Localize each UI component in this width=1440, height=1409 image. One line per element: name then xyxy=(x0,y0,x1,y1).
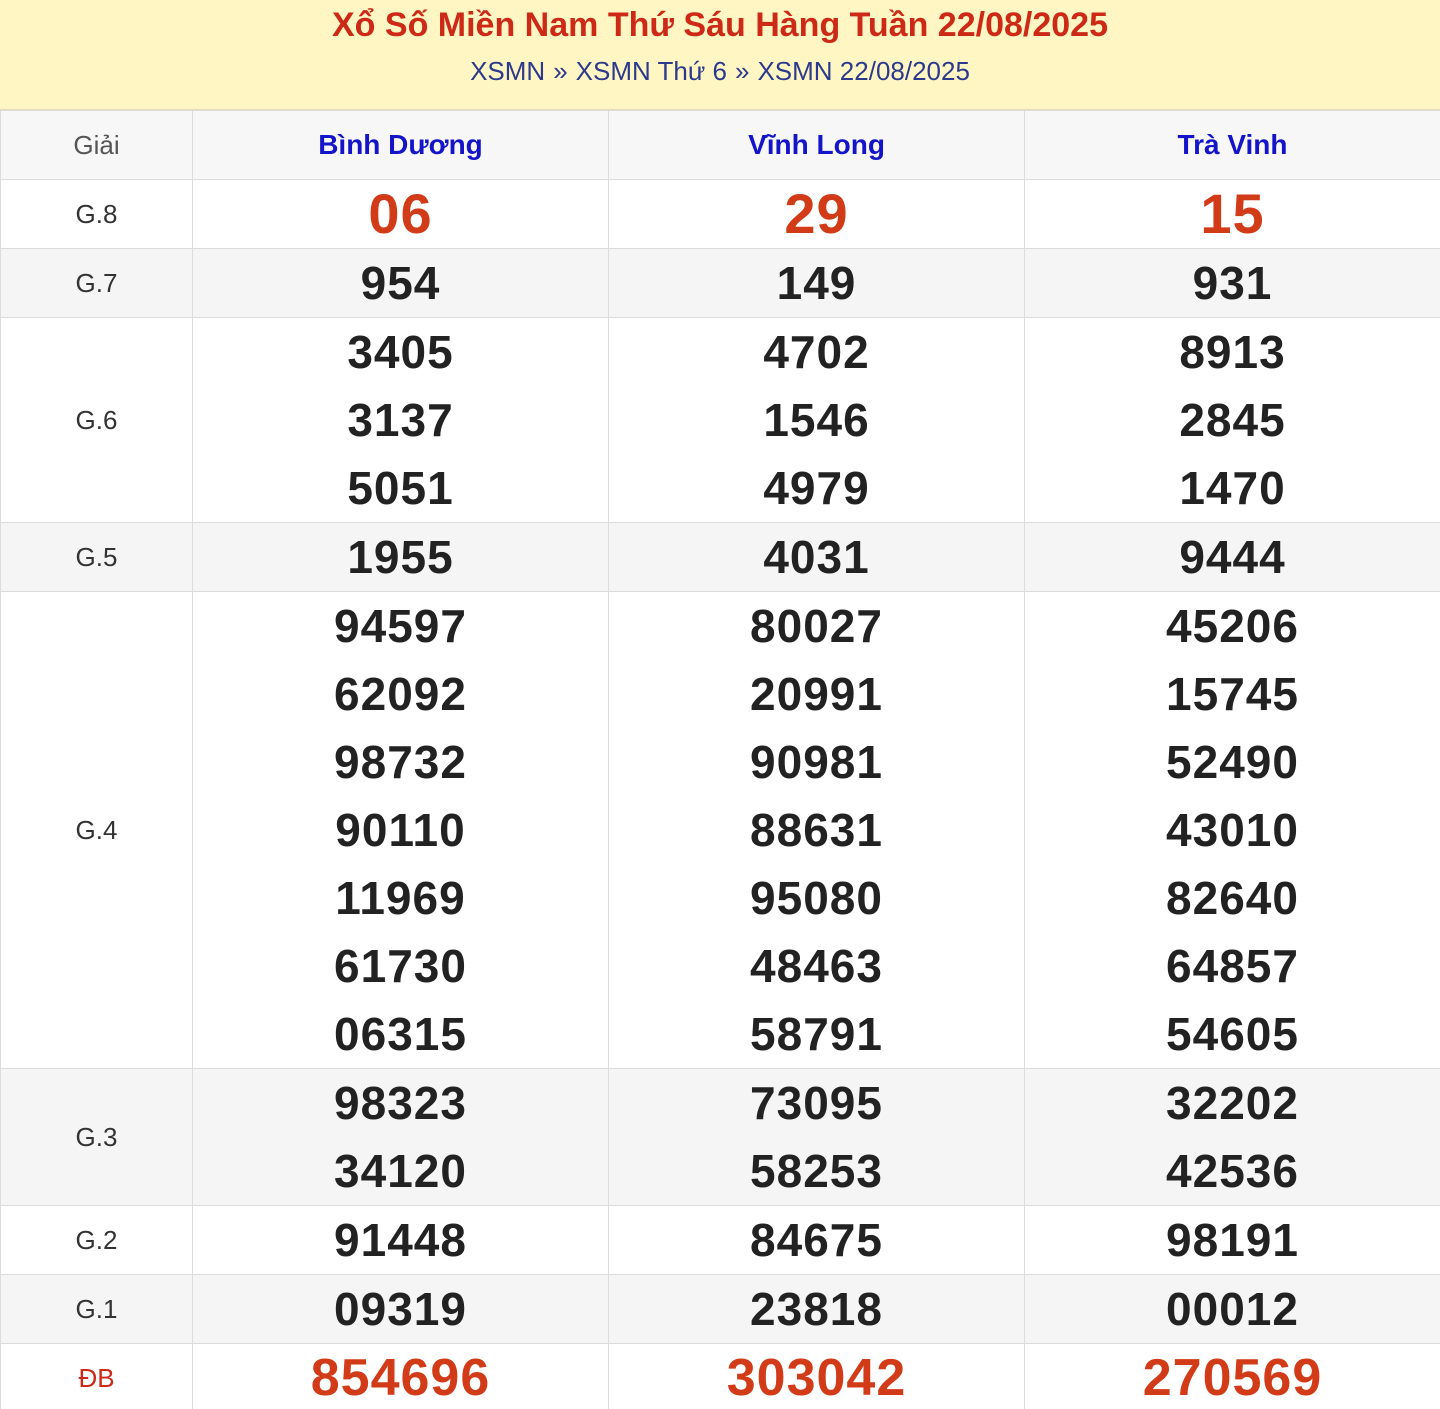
result-number: 98323 xyxy=(334,1077,467,1129)
result-number: 34120 xyxy=(334,1145,467,1197)
results-body xyxy=(1,180,1440,1409)
table-row xyxy=(1,1206,1440,1275)
table-row xyxy=(1,592,1440,1069)
result-number: 90981 xyxy=(750,736,883,788)
breadcrumb-link-xsmn-thu-6[interactable]: XSMN Thứ 6 xyxy=(575,56,727,86)
result-number: 954 xyxy=(360,257,441,309)
table-row xyxy=(1,523,1440,592)
table-header-row xyxy=(1,111,1440,180)
result-cell-vinh-long xyxy=(609,249,1025,318)
result-number: 303042 xyxy=(726,1349,907,1407)
result-number: 1955 xyxy=(347,531,454,583)
result-number: 20991 xyxy=(750,668,883,720)
result-number: 58791 xyxy=(750,1008,883,1060)
breadcrumb-separator: » xyxy=(734,56,750,86)
prize-label: G.7 xyxy=(1,249,193,318)
result-number: 98191 xyxy=(1166,1214,1299,1266)
result-cell-tra-vinh xyxy=(1025,1344,1440,1409)
result-number: 06315 xyxy=(334,1008,467,1060)
result-number: 23818 xyxy=(750,1283,883,1335)
result-cell-tra-vinh xyxy=(1025,592,1440,1069)
result-number: 73095 xyxy=(750,1077,883,1129)
result-cell-vinh-long xyxy=(609,1069,1025,1206)
result-number: 48463 xyxy=(750,940,883,992)
result-cell-tra-vinh xyxy=(1025,1206,1440,1275)
prize-label: G.6 xyxy=(1,318,193,523)
result-cell-tra-vinh xyxy=(1025,180,1440,249)
prize-label: ĐB xyxy=(1,1344,193,1409)
breadcrumb xyxy=(0,56,1440,86)
result-number: 90110 xyxy=(335,804,466,856)
result-number: 4031 xyxy=(763,531,870,583)
result-number: 270569 xyxy=(1142,1349,1323,1407)
result-number: 8913 xyxy=(1179,326,1286,378)
result-number: 4979 xyxy=(763,462,870,514)
result-cell-tra-vinh xyxy=(1025,249,1440,318)
prize-column-header: Giải xyxy=(1,111,193,180)
result-number: 98732 xyxy=(334,736,467,788)
result-number: 09319 xyxy=(334,1283,467,1335)
result-number: 00012 xyxy=(1166,1283,1299,1335)
result-cell-vinh-long xyxy=(609,180,1025,249)
result-cell-binh-duong xyxy=(193,592,609,1069)
result-number: 931 xyxy=(1192,257,1273,309)
results-table xyxy=(0,110,1440,1409)
result-cell-vinh-long xyxy=(609,1206,1025,1275)
result-cell-binh-duong xyxy=(193,523,609,592)
result-cell-vinh-long xyxy=(609,1344,1025,1409)
page-header xyxy=(0,0,1440,110)
result-number: 54605 xyxy=(1166,1008,1299,1060)
result-number: 91448 xyxy=(334,1214,467,1266)
result-number: 80027 xyxy=(750,600,883,652)
result-number: 5051 xyxy=(347,462,454,514)
breadcrumb-link-xsmn-date[interactable]: XSMN 22/08/2025 xyxy=(757,56,970,86)
prize-label: G.4 xyxy=(1,592,193,1069)
result-number: 45206 xyxy=(1166,600,1299,652)
result-number: 4702 xyxy=(763,326,870,378)
result-number: 149 xyxy=(776,257,857,309)
result-number: 06 xyxy=(368,182,433,245)
province-header-vinh-long[interactable]: Vĩnh Long xyxy=(609,111,1025,180)
result-number: 43010 xyxy=(1166,804,1299,856)
province-header-tra-vinh[interactable]: Trà Vinh xyxy=(1025,111,1440,180)
result-cell-tra-vinh xyxy=(1025,318,1440,523)
result-number: 95080 xyxy=(750,872,883,924)
result-number: 42536 xyxy=(1166,1145,1299,1197)
result-number: 3137 xyxy=(347,394,454,446)
breadcrumb-link-xsmn[interactable]: XSMN xyxy=(470,56,546,86)
result-cell-binh-duong xyxy=(193,1275,609,1344)
result-cell-binh-duong xyxy=(193,1069,609,1206)
result-cell-binh-duong xyxy=(193,180,609,249)
prize-label: G.3 xyxy=(1,1069,193,1206)
result-number: 88631 xyxy=(750,804,883,856)
result-number: 62092 xyxy=(334,668,467,720)
result-number: 29 xyxy=(784,182,849,245)
prize-label: G.8 xyxy=(1,180,193,249)
result-cell-tra-vinh xyxy=(1025,1275,1440,1344)
result-number: 32202 xyxy=(1166,1077,1299,1129)
result-number: 52490 xyxy=(1166,736,1299,788)
result-number: 82640 xyxy=(1166,872,1299,924)
result-number: 11969 xyxy=(335,872,466,924)
result-cell-vinh-long xyxy=(609,592,1025,1069)
table-row xyxy=(1,1275,1440,1344)
result-cell-binh-duong xyxy=(193,249,609,318)
result-number: 1546 xyxy=(763,394,870,446)
result-cell-vinh-long xyxy=(609,318,1025,523)
table-row xyxy=(1,318,1440,523)
result-number: 15745 xyxy=(1166,668,1299,720)
result-number: 15 xyxy=(1200,182,1265,245)
result-number: 58253 xyxy=(750,1145,883,1197)
prize-label: G.5 xyxy=(1,523,193,592)
result-number: 854696 xyxy=(310,1349,491,1407)
result-cell-tra-vinh xyxy=(1025,523,1440,592)
result-number: 1470 xyxy=(1179,462,1286,514)
result-cell-binh-duong xyxy=(193,318,609,523)
result-number: 3405 xyxy=(347,326,454,378)
table-row xyxy=(1,249,1440,318)
result-number: 2845 xyxy=(1179,394,1286,446)
result-cell-tra-vinh xyxy=(1025,1069,1440,1206)
table-row xyxy=(1,1069,1440,1206)
prize-label: G.1 xyxy=(1,1275,193,1344)
result-number: 84675 xyxy=(750,1214,883,1266)
result-cell-binh-duong xyxy=(193,1206,609,1275)
breadcrumb-separator: » xyxy=(553,56,568,86)
result-number: 94597 xyxy=(334,600,467,652)
province-header-binh-duong[interactable]: Bình Dương xyxy=(193,111,609,180)
result-number: 9444 xyxy=(1179,531,1286,583)
table-row xyxy=(1,1344,1440,1409)
result-number: 64857 xyxy=(1166,940,1299,992)
prize-label: G.2 xyxy=(1,1206,193,1275)
page-title: Xổ Số Miền Nam Thứ Sáu Hàng Tuần 22/08/2025 xyxy=(332,6,1108,44)
result-cell-binh-duong xyxy=(193,1344,609,1409)
result-cell-vinh-long xyxy=(609,523,1025,592)
table-row xyxy=(1,180,1440,249)
result-number: 61730 xyxy=(334,940,467,992)
result-cell-vinh-long xyxy=(609,1275,1025,1344)
